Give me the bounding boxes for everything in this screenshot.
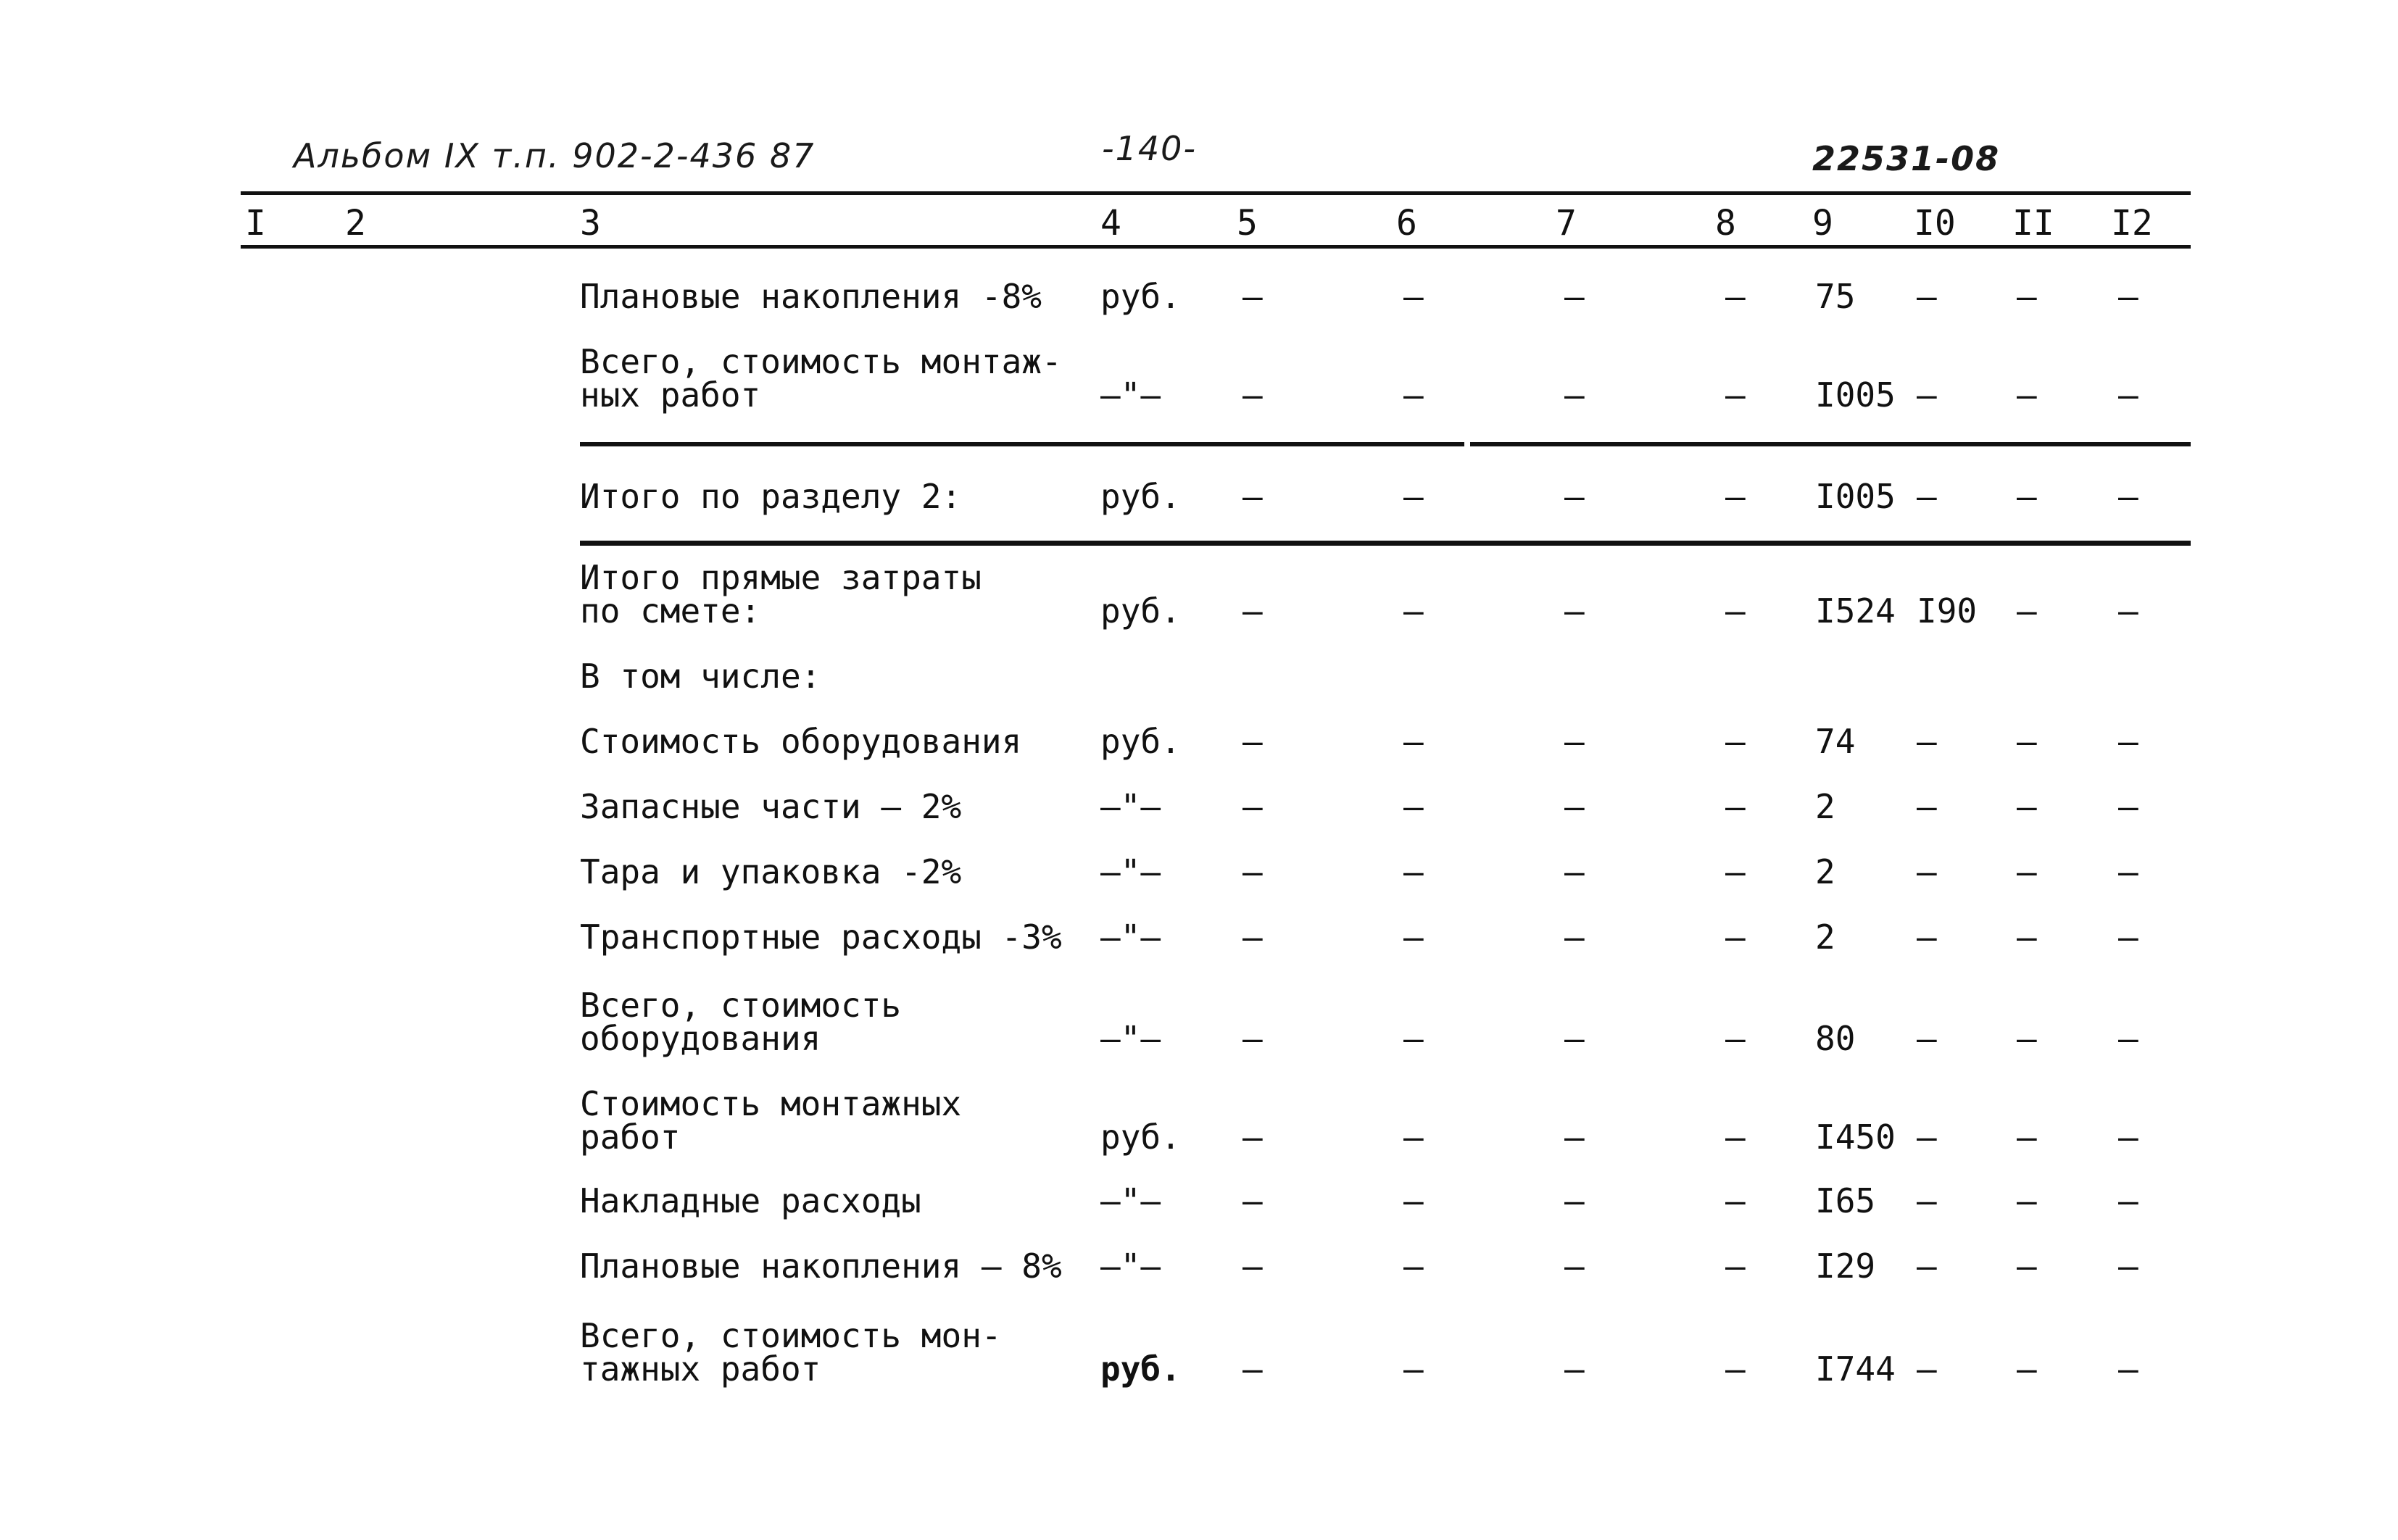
header-bottom-rule xyxy=(241,245,2191,249)
col7-cell: – xyxy=(1564,917,1585,957)
col11-cell: – xyxy=(2017,917,2037,957)
col9-cell: 2 xyxy=(1815,787,1835,826)
col10-cell: – xyxy=(1917,477,1937,516)
row-label: Запасные части – 2% xyxy=(580,787,962,826)
col5-cell: – xyxy=(1242,375,1263,415)
col10-cell: – xyxy=(1917,722,1937,761)
col11-cell: – xyxy=(2017,1117,2037,1157)
col5-cell: – xyxy=(1242,1181,1263,1220)
document-code: 22531-08 xyxy=(1812,139,2001,178)
col9-cell: 2 xyxy=(1815,917,1835,957)
table-row xyxy=(0,722,2398,761)
col11-cell: – xyxy=(2017,1019,2037,1058)
table-row xyxy=(0,852,2398,891)
subtotal-rule-left xyxy=(580,442,1464,446)
col8-cell: – xyxy=(1725,722,1746,761)
col8-cell: – xyxy=(1725,277,1746,316)
table-row xyxy=(0,986,2398,1058)
col7-cell: – xyxy=(1564,852,1585,891)
col8-cell: – xyxy=(1725,1117,1746,1157)
header-top-rule xyxy=(241,191,2191,195)
row-label: Стоимость монтажных работ xyxy=(580,1084,962,1157)
row-label: Плановые накопления – 8% xyxy=(580,1246,1062,1286)
col9-cell: I005 xyxy=(1815,375,1896,415)
row-label: Всего, стоимость оборудования xyxy=(580,986,902,1058)
col10-cell: I90 xyxy=(1917,591,1978,630)
col12-cell: – xyxy=(2118,722,2138,761)
col6-cell: – xyxy=(1403,477,1424,516)
unit-cell: руб. xyxy=(1100,722,1181,761)
col8-cell: – xyxy=(1725,591,1746,630)
col8-cell: – xyxy=(1725,477,1746,516)
row-label: Всего, стоимость мон- тажных работ xyxy=(580,1316,1002,1389)
column-number-5: 5 xyxy=(1237,203,1258,244)
col8-cell: – xyxy=(1725,375,1746,415)
col9-cell: I005 xyxy=(1815,477,1896,516)
subtotal-rule-right xyxy=(1470,442,2191,446)
unit-cell: –"– xyxy=(1100,917,1161,957)
col6-cell: – xyxy=(1403,1349,1424,1389)
row-label: Всего, стоимость монтаж- ных работ xyxy=(580,342,1062,415)
row-label: Транспортные расходы -3% xyxy=(580,917,1062,957)
col10-cell: – xyxy=(1917,917,1937,957)
col8-cell: – xyxy=(1725,852,1746,891)
col10-cell: – xyxy=(1917,375,1937,415)
col5-cell: – xyxy=(1242,1019,1263,1058)
col8-cell: – xyxy=(1725,917,1746,957)
col9-cell: 75 xyxy=(1815,277,1856,316)
col7-cell: – xyxy=(1564,591,1585,630)
col7-cell: – xyxy=(1564,477,1585,516)
table-row xyxy=(0,277,2398,316)
col7-cell: – xyxy=(1564,277,1585,316)
table-row xyxy=(0,1246,2398,1286)
col10-cell: – xyxy=(1917,1181,1937,1220)
row-label: Итого по разделу 2: xyxy=(580,477,962,516)
col8-cell: – xyxy=(1725,1246,1746,1286)
col6-cell: – xyxy=(1403,1246,1424,1286)
column-number-12: I2 xyxy=(2111,203,2153,244)
col7-cell: – xyxy=(1564,1019,1585,1058)
col11-cell: – xyxy=(2017,1181,2037,1220)
row-label: Плановые накопления -8% xyxy=(580,277,1042,316)
col5-cell: – xyxy=(1242,787,1263,826)
col10-cell: – xyxy=(1917,1349,1937,1389)
col9-cell: 2 xyxy=(1815,852,1835,891)
col6-cell: – xyxy=(1403,277,1424,316)
unit-cell: –"– xyxy=(1100,852,1161,891)
col5-cell: – xyxy=(1242,1117,1263,1157)
col10-cell: – xyxy=(1917,852,1937,891)
col6-cell: – xyxy=(1403,917,1424,957)
col5-cell: – xyxy=(1242,917,1263,957)
table-row xyxy=(0,342,2398,415)
unit-cell: руб. xyxy=(1100,477,1181,516)
unit-cell: руб. xyxy=(1100,591,1181,630)
col9-cell: 80 xyxy=(1815,1019,1856,1058)
column-number-1: I xyxy=(245,203,266,244)
column-number-11: II xyxy=(2012,203,2054,244)
col8-cell: – xyxy=(1725,1019,1746,1058)
unit-cell: руб. xyxy=(1100,1117,1181,1157)
col7-cell: – xyxy=(1564,1117,1585,1157)
col11-cell: – xyxy=(2017,787,2037,826)
col11-cell: – xyxy=(2017,852,2037,891)
col9-cell: I450 xyxy=(1815,1117,1896,1157)
col12-cell: – xyxy=(2118,917,2138,957)
table-row xyxy=(0,1084,2398,1157)
unit-cell: –"– xyxy=(1100,1019,1161,1058)
col5-cell: – xyxy=(1242,477,1263,516)
col12-cell: – xyxy=(2118,277,2138,316)
col12-cell: – xyxy=(2118,1246,2138,1286)
col11-cell: – xyxy=(2017,1349,2037,1389)
unit-cell: руб. xyxy=(1100,277,1181,316)
col6-cell: – xyxy=(1403,1117,1424,1157)
col6-cell: – xyxy=(1403,787,1424,826)
col10-cell: – xyxy=(1917,1246,1937,1286)
col10-cell: – xyxy=(1917,1117,1937,1157)
col12-cell: – xyxy=(2118,1117,2138,1157)
col7-cell: – xyxy=(1564,787,1585,826)
column-number-2: 2 xyxy=(345,203,366,244)
col12-cell: – xyxy=(2118,477,2138,516)
col11-cell: – xyxy=(2017,277,2037,316)
table-row xyxy=(0,657,2398,696)
table-row xyxy=(0,1181,2398,1220)
column-number-3: 3 xyxy=(580,203,601,244)
col9-cell: I65 xyxy=(1815,1181,1876,1220)
col5-cell: – xyxy=(1242,852,1263,891)
col7-cell: – xyxy=(1564,1246,1585,1286)
col6-cell: – xyxy=(1403,1019,1424,1058)
col8-cell: – xyxy=(1725,1349,1746,1389)
col10-cell: – xyxy=(1917,787,1937,826)
col9-cell: I524 xyxy=(1815,591,1896,630)
column-number-9: 9 xyxy=(1812,203,1833,244)
page-number: -140- xyxy=(1102,129,1197,168)
unit-cell: –"– xyxy=(1100,787,1161,826)
col9-cell: 74 xyxy=(1815,722,1856,761)
column-number-7: 7 xyxy=(1556,203,1577,244)
col7-cell: – xyxy=(1564,722,1585,761)
col12-cell: – xyxy=(2118,852,2138,891)
col5-cell: – xyxy=(1242,277,1263,316)
col6-cell: – xyxy=(1403,1181,1424,1220)
col12-cell: – xyxy=(2118,1181,2138,1220)
col6-cell: – xyxy=(1403,852,1424,891)
row-label: Стоимость оборудования xyxy=(580,722,1022,761)
table-row xyxy=(0,477,2398,516)
col9-cell: I744 xyxy=(1815,1349,1896,1389)
col9-cell: I29 xyxy=(1815,1246,1876,1286)
unit-cell: руб. xyxy=(1100,1349,1181,1389)
unit-cell: –"– xyxy=(1100,1246,1161,1286)
col5-cell: – xyxy=(1242,722,1263,761)
col6-cell: – xyxy=(1403,591,1424,630)
col7-cell: – xyxy=(1564,375,1585,415)
row-label: Тара и упаковка -2% xyxy=(580,852,962,891)
col6-cell: – xyxy=(1403,375,1424,415)
col11-cell: – xyxy=(2017,375,2037,415)
row-label: Накладные расходы xyxy=(580,1181,921,1220)
col8-cell: – xyxy=(1725,1181,1746,1220)
col12-cell: – xyxy=(2118,1019,2138,1058)
col7-cell: – xyxy=(1564,1349,1585,1389)
col10-cell: – xyxy=(1917,1019,1937,1058)
row-label: Итого прямые затраты по смете: xyxy=(580,558,982,630)
col11-cell: – xyxy=(2017,591,2037,630)
table-row xyxy=(0,1316,2398,1389)
col12-cell: – xyxy=(2118,787,2138,826)
col5-cell: – xyxy=(1242,591,1263,630)
col6-cell: – xyxy=(1403,722,1424,761)
unit-cell: –"– xyxy=(1100,1181,1161,1220)
col5-cell: – xyxy=(1242,1246,1263,1286)
col12-cell: – xyxy=(2118,1349,2138,1389)
col10-cell: – xyxy=(1917,277,1937,316)
table-row xyxy=(0,558,2398,630)
column-number-6: 6 xyxy=(1396,203,1417,244)
row-label: В том числе: xyxy=(580,657,821,696)
col8-cell: – xyxy=(1725,787,1746,826)
album-reference: Альбом IX т.п. 902-2-436 87 xyxy=(294,136,816,175)
column-number-4: 4 xyxy=(1100,203,1121,244)
table-row xyxy=(0,917,2398,957)
column-number-10: I0 xyxy=(1914,203,1956,244)
col11-cell: – xyxy=(2017,1246,2037,1286)
col11-cell: – xyxy=(2017,477,2037,516)
table-row xyxy=(0,787,2398,826)
col12-cell: – xyxy=(2118,591,2138,630)
col7-cell: – xyxy=(1564,1181,1585,1220)
section-total-rule xyxy=(580,541,2191,546)
col11-cell: – xyxy=(2017,722,2037,761)
column-number-8: 8 xyxy=(1715,203,1736,244)
col5-cell: – xyxy=(1242,1349,1263,1389)
col12-cell: – xyxy=(2118,375,2138,415)
unit-cell: –"– xyxy=(1100,375,1161,415)
